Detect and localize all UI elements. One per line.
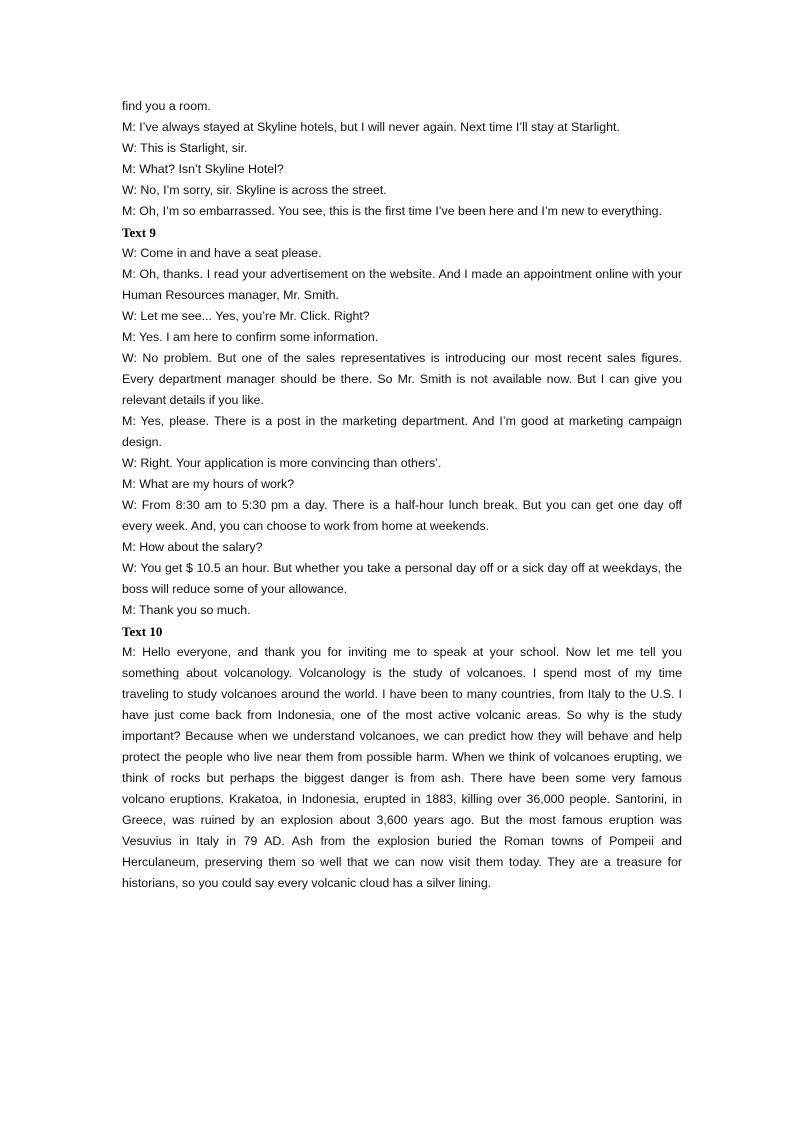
dialogue-line: M: I’ve always stayed at Skyline hotels, but I will never again. Next time I’ll stay at Starlight. — [122, 120, 620, 134]
dialogue-line: M: What? Isn’t Skyline Hotel? — [122, 162, 284, 176]
dialogue-line: M: Thank you so much. — [122, 603, 251, 617]
dialogue-line: find you a room. — [122, 99, 211, 113]
dialogue-line: M: Oh, I’m so embarrassed. You see, this is the first time I’ve been here and I’m new to everything. — [122, 204, 662, 218]
dialogue-line: M: Yes. I am here to confirm some information. — [122, 330, 379, 344]
dialogue-line: W: From 8:30 am to 5:30 pm a day. There is a half-hour lunch break. But you can get one day off every week. And, you can choose to work from home at weekends. — [122, 498, 682, 533]
dialogue-line: M: Yes, please. There is a post in the marketing department. And I’m good at marketing campaign design. — [122, 414, 682, 449]
dialogue-line: W: Right. Your application is more convincing than others’. — [122, 456, 442, 470]
dialogue-line: M: What are my hours of work? — [122, 477, 295, 491]
dialogue-line: W: Come in and have a seat please. — [122, 246, 322, 260]
dialogue-line: M: Oh, thanks. I read your advertisement on the website. And I made an appointment online with your Human Resources manager, Mr. Smith. — [122, 267, 682, 302]
dialogue-line: W: This is Starlight, sir. — [122, 141, 248, 155]
dialogue-line: W: No problem. But one of the sales representatives is introducing our most recent sales figures. Every department manager should be there. So Mr. Smith is not available now. But I can give you relevant details if you like. — [122, 351, 682, 407]
document-page — [122, 96, 682, 894]
section-heading-text-9: Text 9 — [122, 225, 156, 240]
dialogue-line: M: How about the salary? — [122, 540, 263, 554]
dialogue-line: W: No, I’m sorry, sir. Skyline is across the street. — [122, 183, 387, 197]
monologue-paragraph: M: Hello everyone, and thank you for inviting me to speak at your school. Now let me tell you something about volcanology. Volcanology is the study of volcanoes. I spend most of my time traveling to study volcanoes around the world. I have been to many countries, from Italy to the U.S. I have just come back from Indonesia, one of the most active volcanic areas. So why is the study important? Because when we understand volcanoes, we can predict how they will behave and help protect the people who live near them from possible harm. When we think of volcanoes erupting, we think of rocks but perhaps the biggest danger is from ash. There have been some very famous volcano eruptions. Krakatoa, in Indonesia, erupted in 1883, killing over 36,000 people. Santorini, in Greece, was ruined by an explosion about 3,600 years ago. But the most famous eruption was Vesuvius in Italy in 79 AD. Ash from the explosion buried the Roman towns of Pompeii and Herculaneum, preserving them so well that we can now visit them today. They are a treasure for historians, so you could say every volcanic cloud has a silver lining. — [122, 645, 682, 890]
section-heading-text-10: Text 10 — [122, 624, 163, 639]
dialogue-line: W: Let me see... Yes, you’re Mr. Click. Right? — [122, 309, 370, 323]
dialogue-line: W: You get $ 10.5 an hour. But whether you take a personal day off or a sick day off at weekdays, the boss will reduce some of your allowance. — [122, 561, 682, 596]
